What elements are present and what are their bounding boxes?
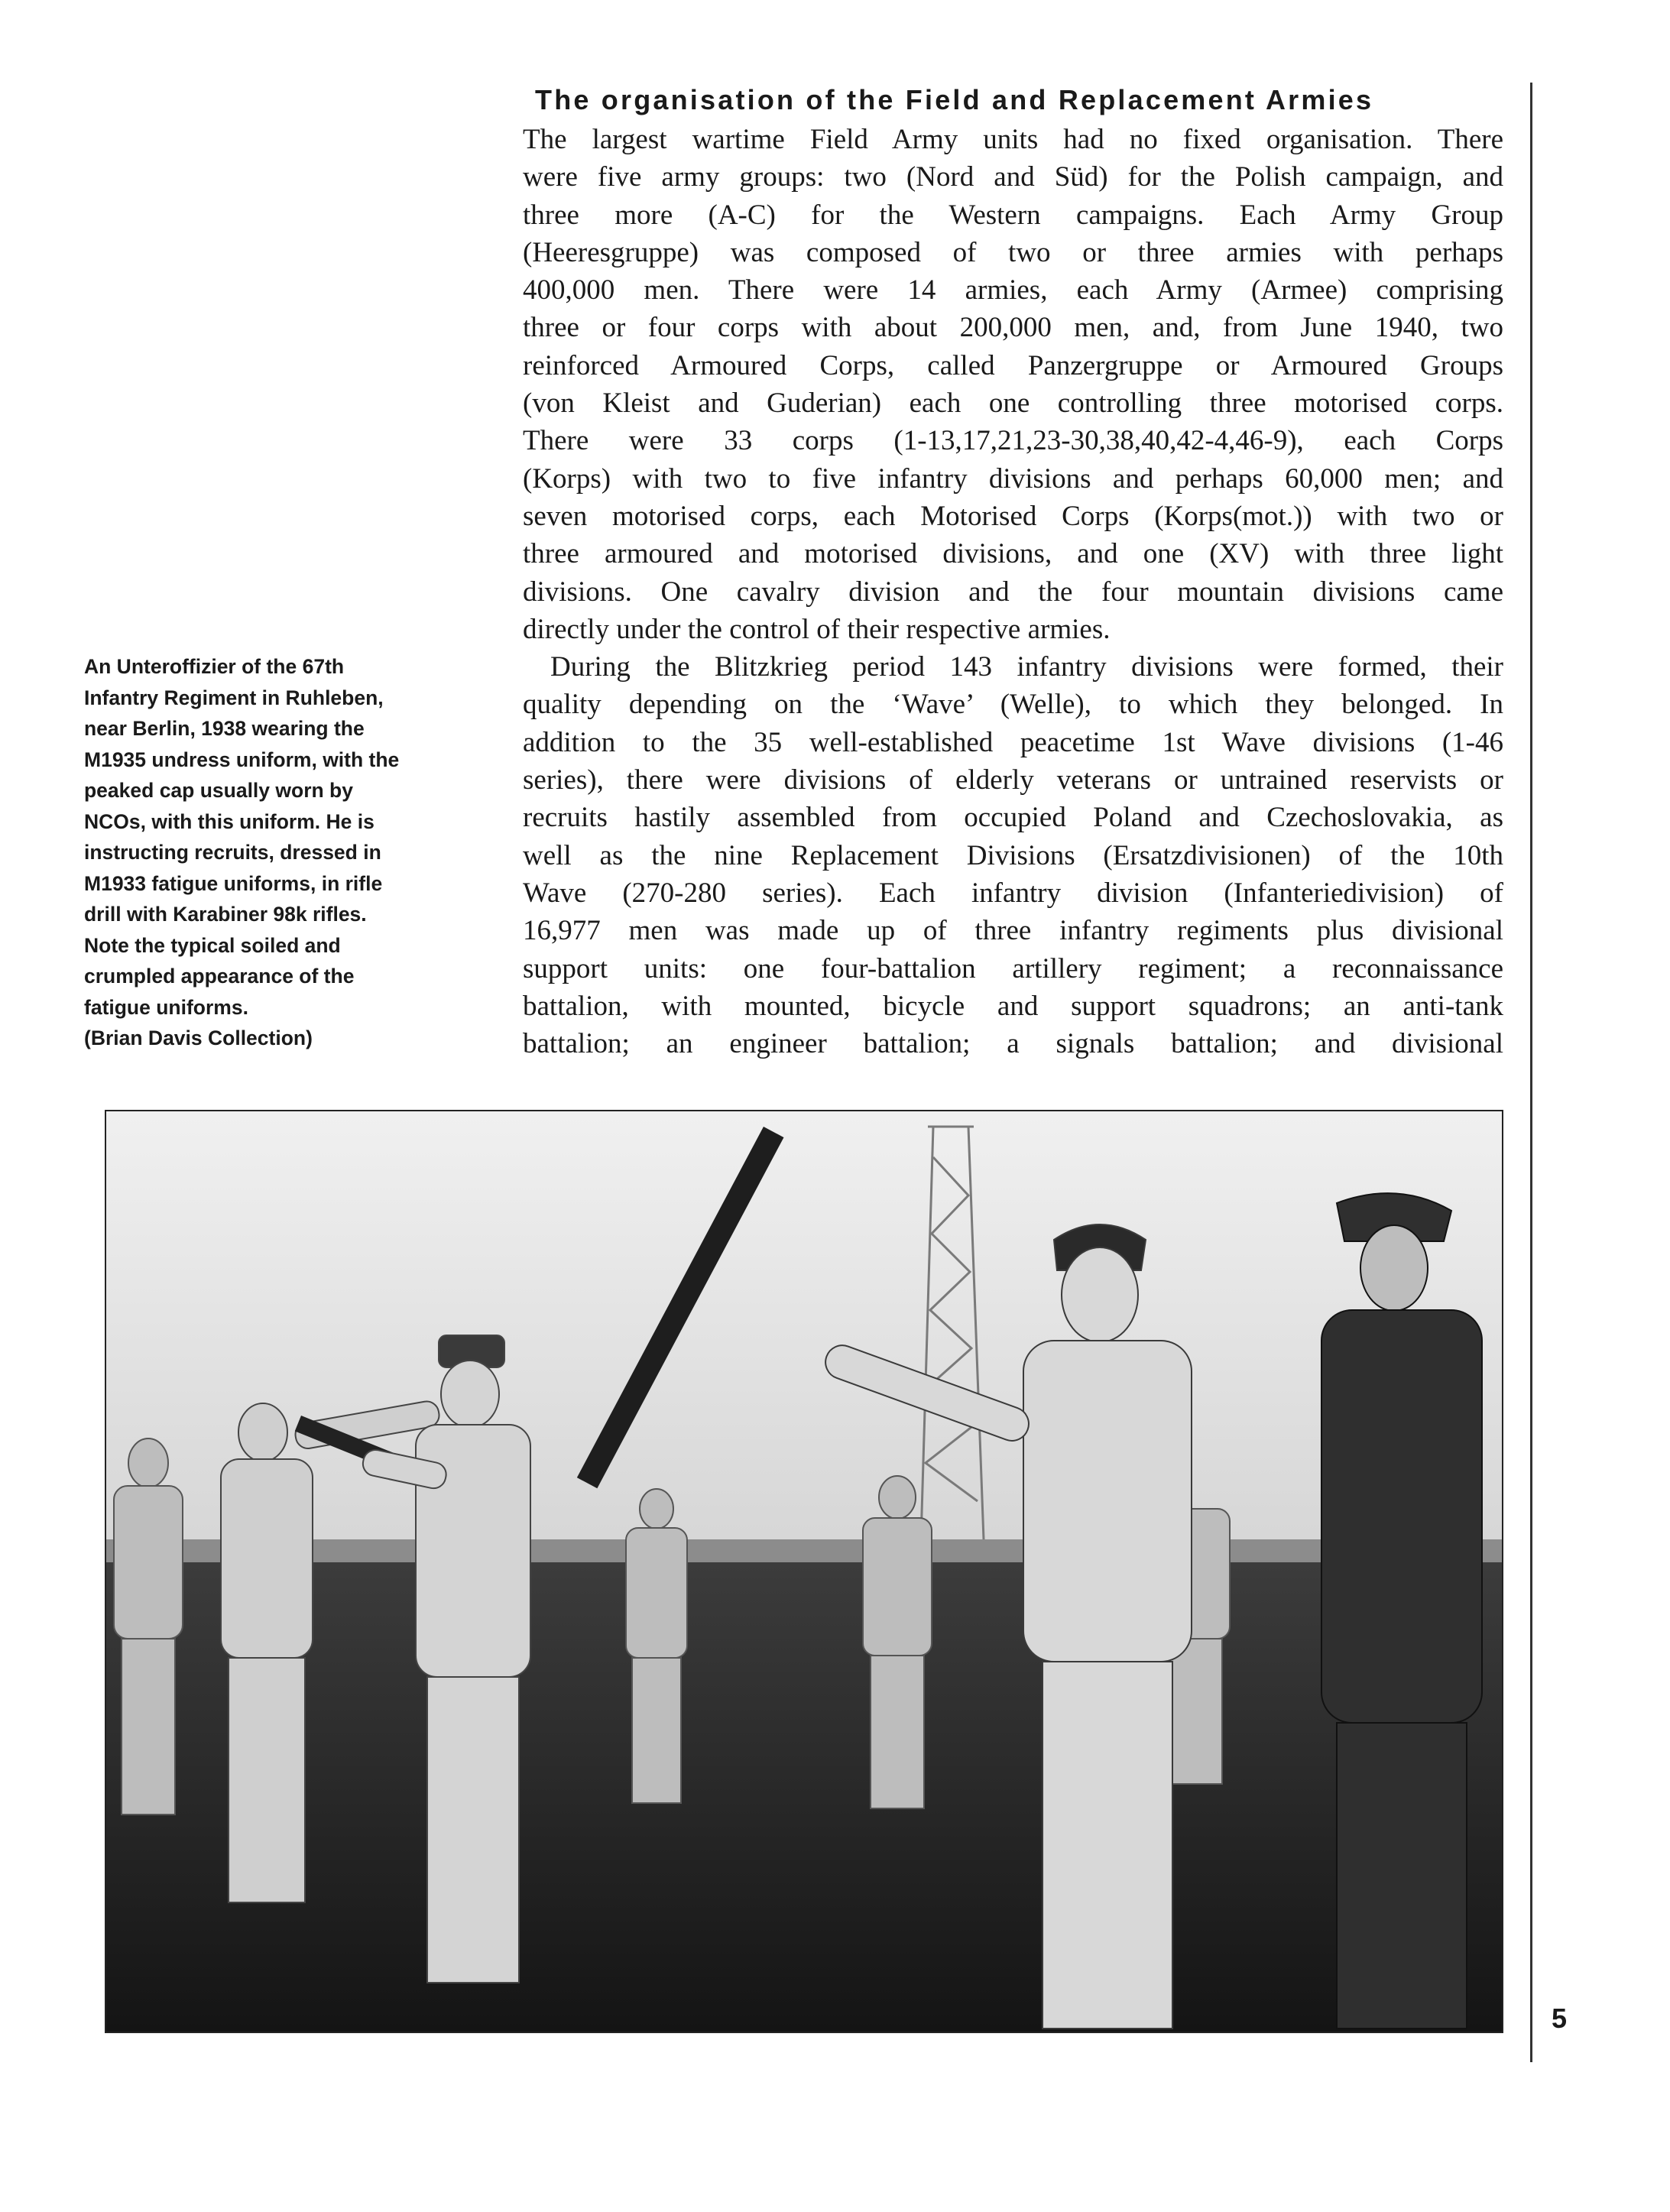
body-line: were five army groups: two (Nord and Süd) for the Polish campaign, and	[523, 161, 1503, 193]
body-line: (Korps) with two to five infantry divisions and perhaps 60,000 men; and	[523, 462, 1503, 495]
body-line: There were 33 corps (1-13,17,21,23-30,38,40,42-4,46-9), each Corps	[523, 425, 1503, 457]
photo-illustration	[106, 1111, 1502, 2032]
photo-caption	[84, 651, 482, 1054]
body-line: divisions. One cavalry division and the four mountain divisions came	[523, 576, 1503, 608]
body-line: well as the nine Replacement Divisions (Ersatzdivisionen) of the 10th	[523, 839, 1503, 871]
caption-line: drill with Karabiner 98k rifles.	[84, 903, 367, 926]
caption-line: crumpled appearance of the	[84, 965, 355, 988]
body-line: 400,000 men. There were 14 armies, each Army (Armee) comprising	[523, 274, 1503, 307]
body-text	[523, 121, 1503, 1062]
body-line: three or four corps with about 200,000 men, and, from June 1940, two	[523, 312, 1503, 344]
body-line: battalion, with mounted, bicycle and support squadrons; an anti-tank	[523, 990, 1503, 1022]
body-line: The largest wartime Field Army units had no fixed organisation. There	[523, 124, 1503, 155]
page-number: 5	[1552, 2003, 1568, 2034]
caption-line: Note the typical soiled and	[84, 933, 341, 957]
body-line: battalion; an engineer battalion; a signals battalion; and divisional	[523, 1028, 1503, 1060]
caption-line: An Unteroffizier of the 67th	[84, 655, 345, 678]
caption-line: M1935 undress uniform, with the	[84, 748, 400, 771]
body-line: three more (A-C) for the Western campaigns. Each Army Group	[523, 199, 1503, 231]
caption-line: near Berlin, 1938 wearing the	[84, 717, 365, 740]
body-line: addition to the 35 well-established peacetime 1st Wave divisions (1-46	[523, 726, 1503, 758]
section-heading: The organisation of the Field and Replacement Armies	[535, 84, 1374, 115]
caption-line: fatigue uniforms.	[84, 995, 248, 1019]
body-line: During the Blitzkrieg period 143 infantry divisions were formed, their	[550, 651, 1503, 683]
body-line: support units: one four-battalion artillery regiment; a reconnaissance	[523, 952, 1503, 984]
body-line: three armoured and motorised divisions, and one (XV) with three light	[523, 538, 1503, 570]
body-line: quality depending on the ‘Wave’ (Welle), to which they belonged. In	[523, 689, 1503, 721]
body-line: seven motorised corps, each Motorised Corps (Korps(mot.)) with two or	[523, 500, 1503, 532]
body-line: recruits hastily assembled from occupied Poland and Czechoslovakia, as	[523, 802, 1503, 834]
body-line: reinforced Armoured Corps, called Panzergruppe or Armoured Groups	[523, 349, 1503, 381]
drill-photograph	[105, 1110, 1503, 2033]
caption-line: instructing recruits, dressed in	[84, 841, 381, 864]
caption-line: NCOs, with this uniform. He is	[84, 809, 375, 833]
column-rule	[1530, 83, 1532, 2062]
caption-line: peaked cap usually worn by	[84, 779, 353, 802]
caption-line: (Brian Davis Collection)	[84, 1027, 313, 1049]
body-line: (Heeresgruppe) was composed of two or three armies with perhaps	[523, 236, 1503, 268]
caption-line: M1933 fatigue uniforms, in rifle	[84, 871, 383, 895]
body-line: Wave (270-280 series). Each infantry division (Infanteriedivision) of	[523, 877, 1503, 909]
body-line: (von Kleist and Guderian) each one controlling three motorised corps.	[523, 388, 1503, 420]
body-line: 16,977 men was made up of three infantry regiments plus divisional	[523, 915, 1503, 947]
body-line: directly under the control of their respective armies.	[523, 613, 1111, 645]
body-line: series), there were divisions of elderly veterans or untrained reservists or	[523, 764, 1503, 796]
caption-line: Infantry Regiment in Ruhleben,	[84, 686, 384, 709]
